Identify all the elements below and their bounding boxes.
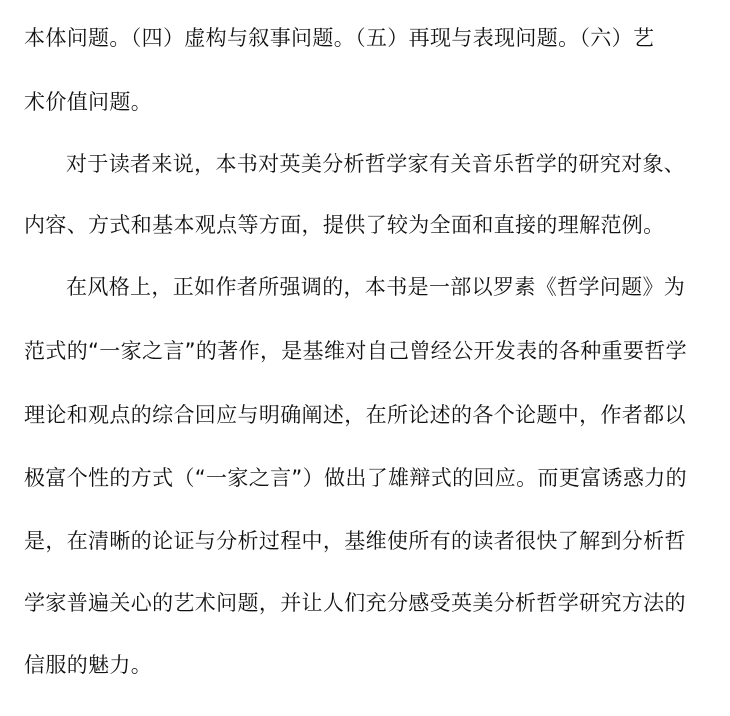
- paragraph-2-line-1: 对于读者来说，本书对英美分析哲学家有关音乐哲学的研究对象、: [66, 152, 686, 176]
- paragraph-3-line-5: 是，在清晰的论证与分析过程中，基维使所有的读者很快了解到分析哲: [24, 529, 686, 553]
- paragraph-3-line-1: 在风格上，正如作者所强调的，本书是一部以罗素《哲学问题》为: [66, 275, 686, 299]
- paragraph-3-line-7: 信服的魅力。: [24, 653, 153, 677]
- text-line-2: 术价值问题。: [24, 90, 153, 114]
- paragraph-2-line-2: 内容、方式和基本观点等方面，提供了较为全面和直接的理解范例。: [24, 213, 665, 237]
- paragraph-3-line-3: 理论和观点的综合回应与明确阐述，在所论述的各个论题中，作者都以: [24, 403, 686, 427]
- text-line-1: 本体问题。（四）虚构与叙事问题。（五）再现与表现问题。（六）艺: [24, 26, 655, 50]
- paragraph-3-line-6: 学家普遍关心的艺术问题，并让人们充分感受英美分析哲学研究方法的: [24, 591, 686, 615]
- paragraph-3-line-4: 极富个性的方式（“一家之言”）做出了雄辩式的回应。而更富诱惑力的: [24, 466, 687, 490]
- paragraph-3-line-2: 范式的“一家之言”的著作，是基维对自己曾经公开发表的各种重要哲学: [24, 339, 687, 363]
